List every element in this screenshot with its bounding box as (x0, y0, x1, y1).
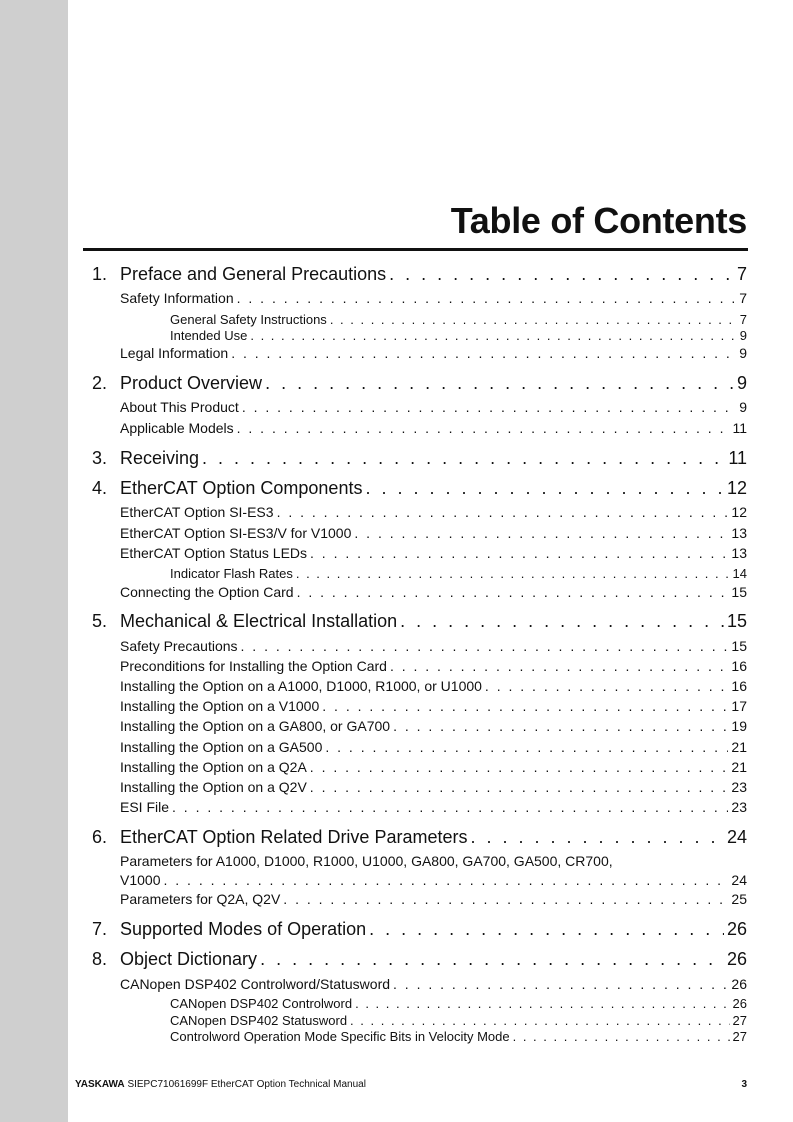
toc-chapter-3[interactable] (0, 447, 793, 469)
entry-title: Safety Information (120, 290, 234, 306)
chapter-number: 6. (92, 826, 108, 847)
entry-title: V1000 (120, 872, 161, 888)
toc-entry[interactable] (0, 287, 793, 309)
entry-title: Preconditions for Installing the Option Card (120, 658, 387, 674)
chapter-title: Receiving (120, 447, 200, 468)
leader-dots (237, 290, 737, 306)
page-number: 23 (731, 779, 747, 795)
page-number: 12 (726, 477, 747, 498)
toc-entry[interactable] (0, 542, 793, 564)
footer-brand: YASKAWA (75, 1079, 125, 1090)
page-number: 16 (731, 658, 747, 674)
leader-dots (260, 949, 724, 970)
toc-subentry[interactable] (0, 1025, 793, 1047)
toc-entry[interactable] (0, 675, 793, 697)
leader-dots (283, 891, 728, 907)
footer-doc-info (75, 1079, 366, 1090)
page-number: 12 (731, 504, 747, 520)
leader-dots (310, 759, 729, 775)
entry-title: Installing the Option on a Q2A (120, 759, 307, 775)
toc-entry[interactable] (0, 417, 793, 439)
entry-title: CANopen DSP402 Statusword (170, 1012, 348, 1028)
toc-chapter-5[interactable] (0, 610, 793, 632)
page-number: 9 (739, 345, 747, 361)
leader-dots (297, 584, 729, 600)
toc-entry[interactable] (0, 756, 793, 778)
page-number: 23 (731, 799, 747, 815)
toc-entry[interactable] (0, 342, 793, 364)
page-number: 24 (731, 872, 747, 888)
chapter-number: 7. (92, 918, 108, 939)
page-number: 21 (731, 739, 747, 755)
toc-chapter-4[interactable] (0, 477, 793, 499)
leader-dots (369, 919, 724, 940)
entry-title: Installing the Option on a V1000 (120, 698, 320, 714)
toc-chapter-7[interactable] (0, 918, 793, 940)
toc-entry-first-line[interactable]: Parameters for A1000, D1000, R1000, U1000, GA800, GA700, GA500, CR700, (120, 853, 613, 869)
footer-page-number: 3 (741, 1079, 747, 1090)
leader-dots (393, 976, 728, 992)
entry-title: Installing the Option on a GA800, or GA700 (120, 718, 391, 734)
entry-title: EtherCAT Option Status LEDs (120, 545, 308, 561)
entry-title: Connecting the Option Card (120, 584, 294, 600)
page-number: 26 (732, 995, 747, 1011)
leader-dots (513, 1029, 730, 1044)
page-number: 19 (731, 718, 747, 734)
toc-chapter-1[interactable] (0, 263, 793, 285)
toc-entry[interactable] (0, 396, 793, 418)
page-number: 15 (731, 638, 747, 654)
toc-entry[interactable] (0, 736, 793, 758)
entry-title: CANopen DSP402 Controlword/Statusword (120, 976, 391, 992)
page-number: 15 (726, 610, 747, 631)
toc-chapter-2[interactable] (0, 372, 793, 394)
leader-dots (296, 566, 730, 581)
page-number: 17 (731, 698, 747, 714)
leader-dots (389, 264, 734, 285)
leader-dots (390, 658, 728, 674)
page-number: 24 (726, 826, 747, 847)
leader-dots (322, 698, 728, 714)
chapter-number: 8. (92, 948, 108, 969)
leader-dots (242, 399, 736, 415)
chapter-title: Object Dictionary (120, 948, 258, 969)
leader-dots (485, 678, 729, 694)
entry-title: Installing the Option on a A1000, D1000, R1000, or U1000 (120, 678, 482, 694)
leader-dots (325, 739, 728, 755)
leader-dots (172, 799, 728, 815)
entry-title: General Safety Instructions (170, 311, 327, 327)
chapter-number: 3. (92, 447, 108, 468)
chapter-title: EtherCAT Option Related Drive Parameters (120, 826, 468, 847)
page-number: 9 (736, 372, 747, 393)
leader-dots (241, 638, 729, 654)
leader-dots (400, 611, 724, 632)
footer-doc-title: SIEPC71061699F EtherCAT Option Technical Manual (127, 1079, 366, 1090)
page-number: 15 (731, 584, 747, 600)
entry-title: Intended Use (170, 327, 248, 343)
toc-entry[interactable] (0, 715, 793, 737)
toc-chapter-6[interactable] (0, 826, 793, 848)
entry-title: Installing the Option on a Q2V (120, 779, 307, 795)
chapter-title: Mechanical & Electrical Installation (120, 610, 398, 631)
entry-title: Applicable Models (120, 420, 234, 436)
entry-title: EtherCAT Option SI-ES3 (120, 504, 274, 520)
toc-entry[interactable] (0, 635, 793, 657)
leader-dots (163, 872, 728, 888)
page-number: 13 (731, 525, 747, 541)
page-number: 27 (732, 1028, 747, 1044)
entry-title: Indicator Flash Rates (170, 565, 293, 581)
entry-title: CANopen DSP402 Controlword (170, 995, 353, 1011)
toc-chapter-8[interactable] (0, 948, 793, 970)
entry-title: Installing the Option on a GA500 (120, 739, 323, 755)
leader-dots (393, 718, 728, 734)
leader-dots (250, 328, 736, 343)
page-number: 11 (732, 420, 747, 436)
page-number: 16 (731, 678, 747, 694)
page-number: 26 (726, 948, 747, 969)
leader-dots (277, 504, 729, 520)
page-number: 7 (736, 263, 747, 284)
page-number: 26 (726, 918, 747, 939)
entry-title: EtherCAT Option SI-ES3/V for V1000 (120, 525, 352, 541)
leader-dots (310, 779, 729, 795)
toc-entry[interactable] (0, 888, 793, 910)
leader-dots (365, 478, 724, 499)
page-number: 7 (739, 311, 747, 327)
toc-entry[interactable] (0, 655, 793, 677)
toc-entry[interactable] (0, 581, 793, 603)
page-number: 25 (731, 891, 747, 907)
leader-dots (470, 827, 723, 848)
entry-title: Legal Information (120, 345, 229, 361)
page-number: 7 (739, 290, 747, 306)
toc-entry[interactable] (0, 776, 793, 798)
page-number: 14 (732, 565, 747, 581)
toc-entry[interactable] (0, 501, 793, 523)
page-number: 21 (731, 759, 747, 775)
entry-title: Parameters for Q2A, Q2V (120, 891, 281, 907)
leader-dots (265, 373, 734, 394)
leader-dots (202, 448, 725, 469)
page-number: 11 (728, 447, 747, 468)
page-number: 13 (731, 545, 747, 561)
chapter-number: 5. (92, 610, 108, 631)
entry-title: Safety Precautions (120, 638, 238, 654)
chapter-number: 2. (92, 372, 108, 393)
chapter-title: EtherCAT Option Components (120, 477, 363, 498)
page-number: 9 (739, 327, 747, 343)
chapter-number: 4. (92, 477, 108, 498)
entry-title: About This Product (120, 399, 239, 415)
page-number: 27 (732, 1012, 747, 1028)
leader-dots (310, 545, 728, 561)
chapter-title: Preface and General Precautions (120, 263, 387, 284)
chapter-title: Product Overview (120, 372, 263, 393)
entry-title: Controlword Operation Mode Specific Bits in Velocity Mode (170, 1028, 510, 1044)
toc-entry[interactable] (0, 522, 793, 544)
entry-title: ESI File (120, 799, 170, 815)
page-number: 9 (739, 399, 747, 415)
leader-dots (354, 525, 728, 541)
chapter-title: Supported Modes of Operation (120, 918, 367, 939)
leader-dots (237, 420, 730, 436)
toc-entry[interactable] (0, 796, 793, 818)
chapter-number: 1. (92, 263, 108, 284)
toc-entry[interactable] (0, 695, 793, 717)
page-title: Table of Contents (450, 200, 747, 241)
page-footer (75, 1079, 747, 1090)
page-number: 26 (731, 976, 747, 992)
leader-dots (231, 345, 736, 361)
